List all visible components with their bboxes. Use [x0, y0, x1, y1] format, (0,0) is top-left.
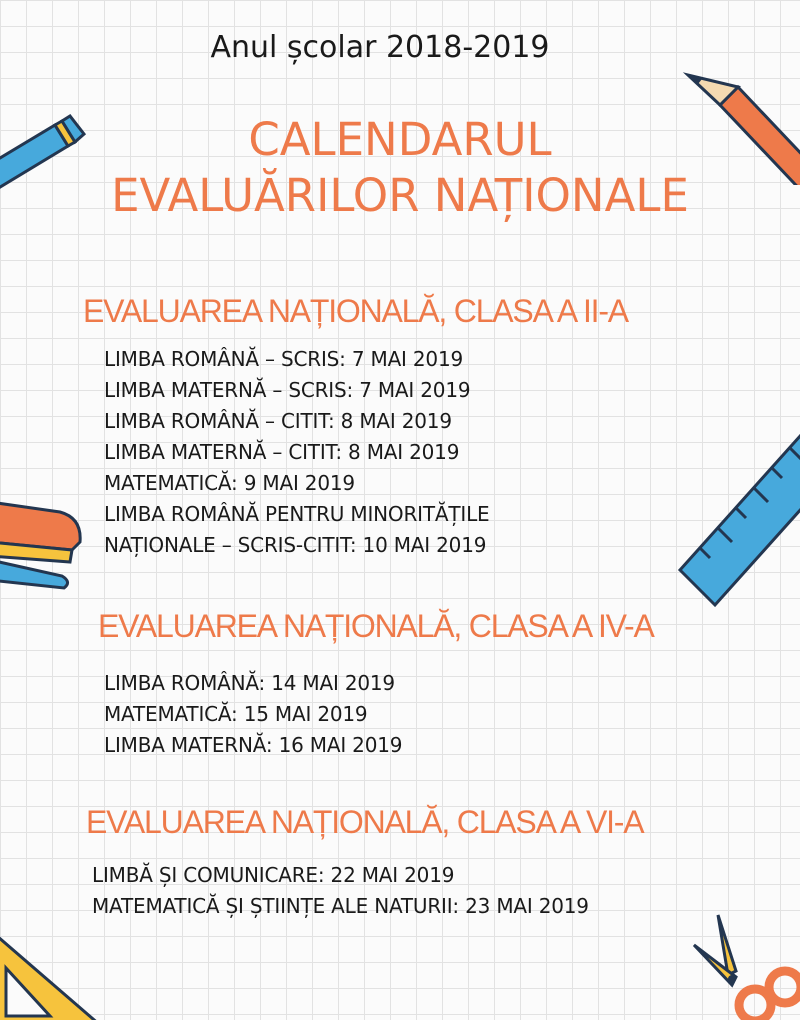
- exam-list-class-4: [104, 668, 402, 761]
- list-item: LIMBA ROMÂNĂ – SCRIS: 7 MAI 2019: [104, 347, 464, 371]
- list-item: MATEMATICĂ: 15 MAI 2019: [104, 702, 368, 726]
- exam-list-class-2: [104, 344, 489, 561]
- triangle-ruler-icon: [0, 930, 110, 1020]
- list-item: LIMBA ROMÂNĂ – CITIT: 8 MAI 2019: [104, 409, 452, 433]
- section-title-class-4: EVALUAREA NAȚIONALĂ, CLASA A IV-A: [98, 608, 654, 644]
- list-item: NAȚIONALE – SCRIS-CITIT: 10 MAI 2019: [104, 533, 487, 557]
- exam-list-class-6: [92, 860, 589, 922]
- section-title-class-2: EVALUAREA NAȚIONALĂ, CLASA A II-A: [83, 293, 628, 329]
- title-line-2: EVALUĂRILOR NAȚIONALE: [111, 169, 689, 222]
- ruler-icon: [670, 420, 800, 610]
- list-item: MATEMATICĂ: 9 MAI 2019: [104, 471, 355, 495]
- stapler-icon: [0, 490, 90, 600]
- list-item: LIMBA ROMÂNĂ PENTRU MINORITĂȚILE: [104, 502, 490, 526]
- section-title-class-6: EVALUAREA NAȚIONALĂ, CLASA A VI-A: [86, 804, 644, 840]
- list-item: LIMBĂ ȘI COMUNICARE: 22 MAI 2019: [92, 863, 455, 887]
- list-item: MATEMATICĂ ȘI ȘTIINȚE ALE NATURII: 23 MAI 2019: [92, 894, 589, 918]
- list-item: LIMBA MATERNĂ: 16 MAI 2019: [104, 733, 403, 757]
- scissors-icon: [680, 905, 800, 1020]
- title-line-1: CALENDARUL: [248, 113, 552, 166]
- school-year: Anul școlar 2018-2019: [210, 30, 550, 65]
- list-item: LIMBA ROMÂNĂ: 14 MAI 2019: [104, 671, 395, 695]
- list-item: LIMBA MATERNĂ – SCRIS: 7 MAI 2019: [104, 378, 471, 402]
- list-item: LIMBA MATERNĂ – CITIT: 8 MAI 2019: [104, 440, 460, 464]
- page-title: [0, 112, 800, 224]
